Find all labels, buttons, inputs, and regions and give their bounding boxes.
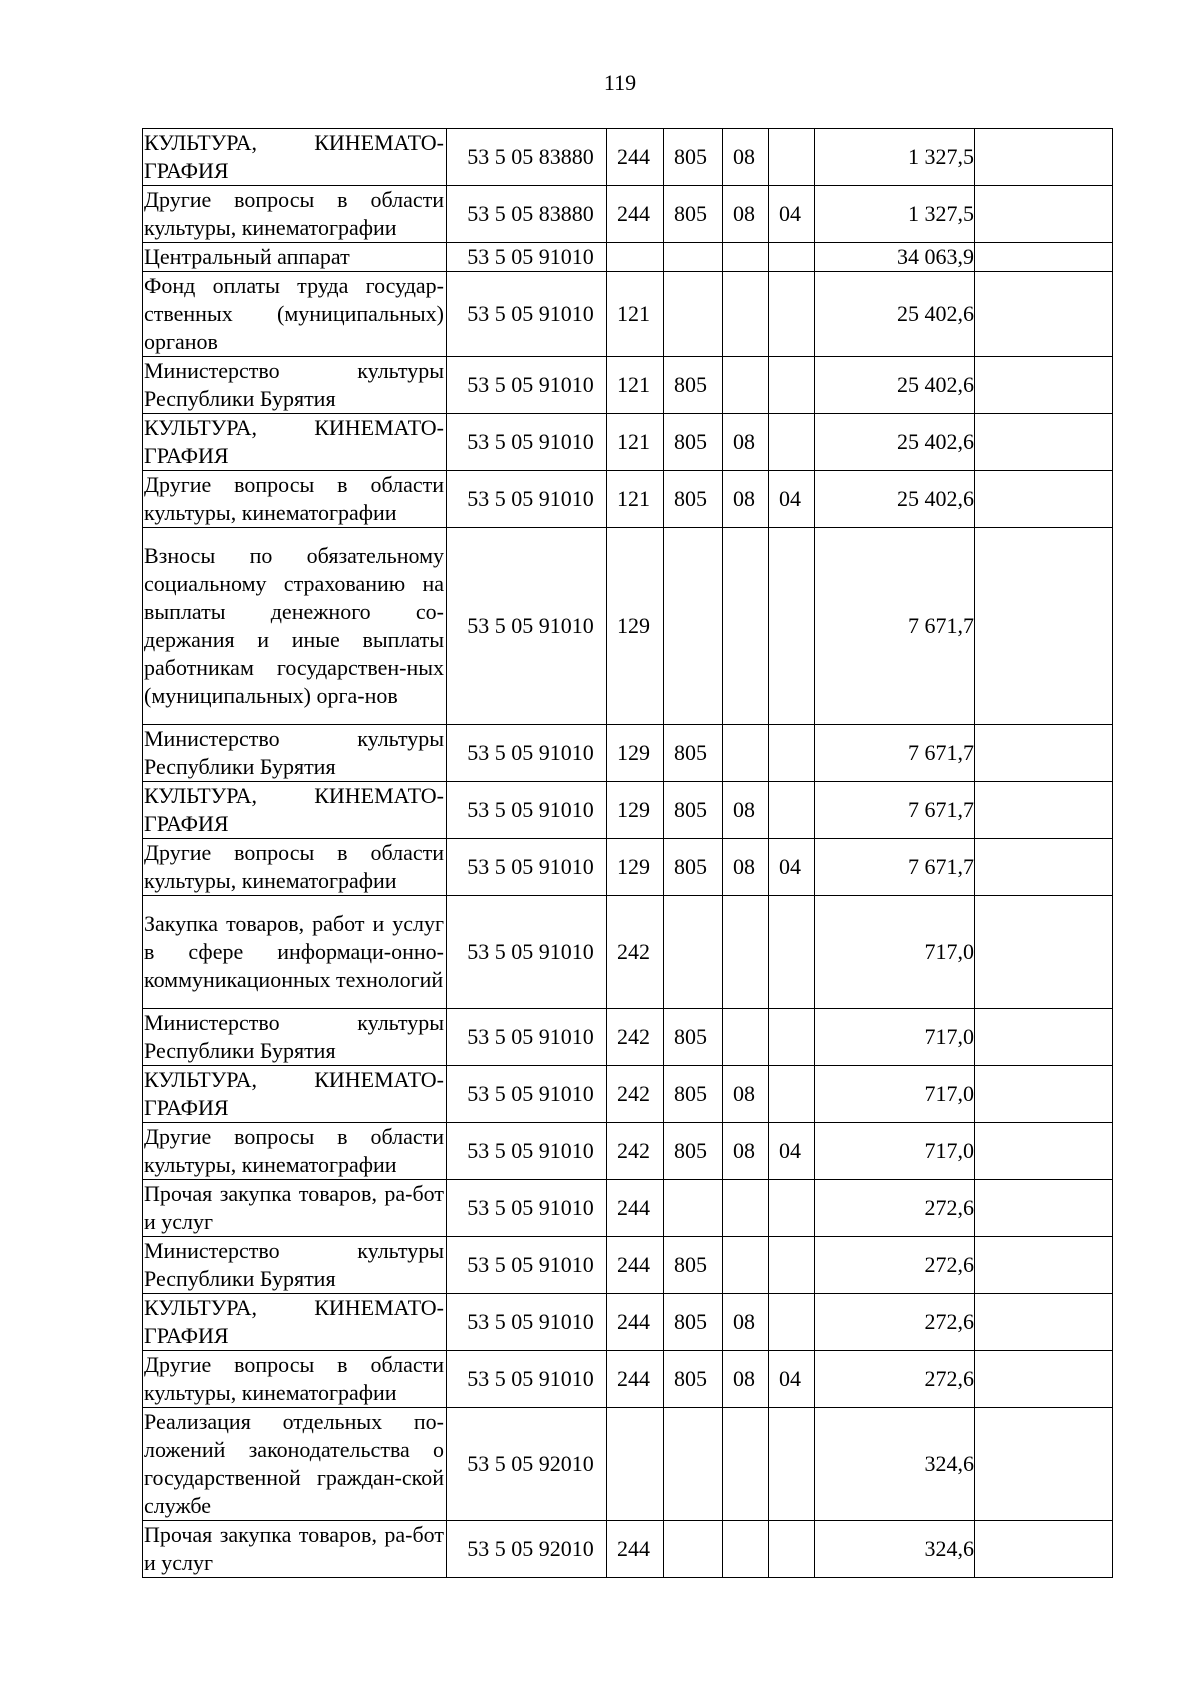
cell-pr: 04 <box>769 839 815 896</box>
cell-rz: 08 <box>723 1351 769 1408</box>
table-row <box>143 1066 1113 1123</box>
cell-pr: 04 <box>769 186 815 243</box>
cell-code: 53 5 05 91010 <box>447 528 607 725</box>
cell-grbs: 805 <box>664 1009 723 1066</box>
table-body <box>143 129 1113 1578</box>
cell-vr: 121 <box>607 357 664 414</box>
cell-extra <box>975 528 1113 725</box>
cell-vr: 244 <box>607 1294 664 1351</box>
cell-vr: 244 <box>607 1237 664 1294</box>
cell-pr: 04 <box>769 471 815 528</box>
cell-code: 53 5 05 91010 <box>447 1294 607 1351</box>
cell-rz: 08 <box>723 129 769 186</box>
cell-code: 53 5 05 91010 <box>447 1066 607 1123</box>
cell-code: 53 5 05 91010 <box>447 414 607 471</box>
cell-extra <box>975 357 1113 414</box>
cell-pr <box>769 1237 815 1294</box>
cell-pr <box>769 896 815 1009</box>
cell-name: Министерство культуры Республики Бурятия <box>143 357 447 414</box>
cell-name: Центральный аппарат <box>143 243 447 272</box>
cell-grbs: 805 <box>664 186 723 243</box>
cell-sum: 7 671,7 <box>815 528 975 725</box>
cell-extra <box>975 1408 1113 1521</box>
cell-grbs <box>664 1521 723 1578</box>
cell-extra <box>975 272 1113 357</box>
cell-vr: 244 <box>607 1180 664 1237</box>
cell-vr: 121 <box>607 471 664 528</box>
cell-extra <box>975 1123 1113 1180</box>
cell-name: Закупка товаров, работ и услуг в сфере информаци-онно-коммуникационных технологий <box>143 896 447 1009</box>
cell-sum: 25 402,6 <box>815 357 975 414</box>
cell-grbs: 805 <box>664 1351 723 1408</box>
cell-grbs: 805 <box>664 839 723 896</box>
table-row <box>143 471 1113 528</box>
cell-sum: 717,0 <box>815 1066 975 1123</box>
cell-pr <box>769 1066 815 1123</box>
cell-name: Другие вопросы в области культуры, кинематографии <box>143 1351 447 1408</box>
table-row <box>143 243 1113 272</box>
cell-sum: 717,0 <box>815 896 975 1009</box>
cell-grbs <box>664 272 723 357</box>
cell-sum: 1 327,5 <box>815 129 975 186</box>
cell-sum: 272,6 <box>815 1237 975 1294</box>
cell-code: 53 5 05 92010 <box>447 1408 607 1521</box>
cell-grbs: 805 <box>664 129 723 186</box>
cell-grbs <box>664 528 723 725</box>
cell-code: 53 5 05 91010 <box>447 1180 607 1237</box>
cell-rz <box>723 896 769 1009</box>
cell-extra <box>975 839 1113 896</box>
cell-pr: 04 <box>769 1123 815 1180</box>
cell-rz <box>723 272 769 357</box>
cell-grbs: 805 <box>664 471 723 528</box>
cell-grbs: 805 <box>664 1294 723 1351</box>
cell-code: 53 5 05 91010 <box>447 272 607 357</box>
cell-grbs: 805 <box>664 782 723 839</box>
table-row <box>143 1521 1113 1578</box>
table-row <box>143 1237 1113 1294</box>
cell-rz <box>723 1009 769 1066</box>
cell-extra <box>975 186 1113 243</box>
cell-pr <box>769 243 815 272</box>
cell-code: 53 5 05 91010 <box>447 896 607 1009</box>
table-row <box>143 528 1113 725</box>
table-row <box>143 1294 1113 1351</box>
cell-extra <box>975 782 1113 839</box>
cell-sum: 7 671,7 <box>815 782 975 839</box>
cell-rz <box>723 1237 769 1294</box>
cell-vr: 129 <box>607 839 664 896</box>
cell-name: Министерство культуры Республики Бурятия <box>143 1009 447 1066</box>
cell-code: 53 5 05 91010 <box>447 357 607 414</box>
cell-extra <box>975 129 1113 186</box>
cell-name: КУЛЬТУРА, КИНЕМАТО-ГРАФИЯ <box>143 129 447 186</box>
cell-rz <box>723 243 769 272</box>
cell-pr <box>769 357 815 414</box>
cell-name: Другие вопросы в области культуры, кинематографии <box>143 839 447 896</box>
cell-sum: 324,6 <box>815 1521 975 1578</box>
table-row <box>143 839 1113 896</box>
cell-rz <box>723 357 769 414</box>
cell-code: 53 5 05 91010 <box>447 1237 607 1294</box>
cell-rz: 08 <box>723 1123 769 1180</box>
cell-code: 53 5 05 91010 <box>447 471 607 528</box>
cell-vr: 242 <box>607 1009 664 1066</box>
budget-table <box>142 128 1113 1578</box>
cell-code: 53 5 05 91010 <box>447 1123 607 1180</box>
cell-rz <box>723 1521 769 1578</box>
cell-name: КУЛЬТУРА, КИНЕМАТО-ГРАФИЯ <box>143 414 447 471</box>
table-row <box>143 357 1113 414</box>
cell-name: Министерство культуры Республики Бурятия <box>143 1237 447 1294</box>
table-row <box>143 1351 1113 1408</box>
cell-name: Министерство культуры Республики Бурятия <box>143 725 447 782</box>
cell-pr <box>769 414 815 471</box>
cell-name: Прочая закупка товаров, ра-бот и услуг <box>143 1521 447 1578</box>
cell-rz: 08 <box>723 839 769 896</box>
table-row <box>143 1123 1113 1180</box>
cell-vr: 244 <box>607 129 664 186</box>
cell-extra <box>975 1294 1113 1351</box>
cell-code: 53 5 05 83880 <box>447 186 607 243</box>
cell-vr: 242 <box>607 1123 664 1180</box>
cell-extra <box>975 414 1113 471</box>
cell-name: Фонд оплаты труда государ-ственных (муниципальных) органов <box>143 272 447 357</box>
cell-sum: 7 671,7 <box>815 725 975 782</box>
cell-grbs <box>664 243 723 272</box>
cell-extra <box>975 1521 1113 1578</box>
cell-name: КУЛЬТУРА, КИНЕМАТО-ГРАФИЯ <box>143 1066 447 1123</box>
cell-name: Прочая закупка товаров, ра-бот и услуг <box>143 1180 447 1237</box>
cell-vr <box>607 243 664 272</box>
cell-pr <box>769 272 815 357</box>
table-row <box>143 782 1113 839</box>
cell-vr <box>607 1408 664 1521</box>
cell-sum: 7 671,7 <box>815 839 975 896</box>
cell-rz: 08 <box>723 782 769 839</box>
cell-code: 53 5 05 91010 <box>447 243 607 272</box>
cell-sum: 324,6 <box>815 1408 975 1521</box>
cell-vr: 129 <box>607 725 664 782</box>
cell-sum: 717,0 <box>815 1009 975 1066</box>
cell-code: 53 5 05 91010 <box>447 1351 607 1408</box>
cell-extra <box>975 243 1113 272</box>
cell-extra <box>975 1351 1113 1408</box>
cell-grbs: 805 <box>664 1123 723 1180</box>
table-row <box>143 1408 1113 1521</box>
cell-grbs <box>664 896 723 1009</box>
cell-code: 53 5 05 91010 <box>447 1009 607 1066</box>
cell-sum: 34 063,9 <box>815 243 975 272</box>
cell-extra <box>975 471 1113 528</box>
cell-vr: 242 <box>607 1066 664 1123</box>
cell-name: Другие вопросы в области культуры, кинематографии <box>143 186 447 243</box>
cell-vr: 244 <box>607 1521 664 1578</box>
cell-sum: 272,6 <box>815 1180 975 1237</box>
table-row <box>143 1009 1113 1066</box>
cell-name: КУЛЬТУРА, КИНЕМАТО-ГРАФИЯ <box>143 1294 447 1351</box>
cell-rz <box>723 528 769 725</box>
cell-rz <box>723 1408 769 1521</box>
cell-vr: 244 <box>607 1351 664 1408</box>
cell-sum: 25 402,6 <box>815 471 975 528</box>
cell-code: 53 5 05 91010 <box>447 782 607 839</box>
cell-vr: 121 <box>607 272 664 357</box>
cell-name: Взносы по обязательному социальному страхованию на выплаты денежного со-держания и иные выплаты работникам государствен-ных (муниципальных) орга-нов <box>143 528 447 725</box>
cell-grbs <box>664 1180 723 1237</box>
cell-pr <box>769 1408 815 1521</box>
table-row <box>143 414 1113 471</box>
cell-sum: 1 327,5 <box>815 186 975 243</box>
cell-pr <box>769 1521 815 1578</box>
table-row <box>143 272 1113 357</box>
table-row <box>143 1180 1113 1237</box>
cell-name: Другие вопросы в области культуры, кинематографии <box>143 1123 447 1180</box>
cell-grbs: 805 <box>664 414 723 471</box>
cell-rz <box>723 1180 769 1237</box>
cell-vr: 121 <box>607 414 664 471</box>
cell-pr <box>769 782 815 839</box>
cell-pr <box>769 129 815 186</box>
cell-extra <box>975 1180 1113 1237</box>
cell-vr: 129 <box>607 528 664 725</box>
cell-vr: 242 <box>607 896 664 1009</box>
table-row <box>143 725 1113 782</box>
cell-rz <box>723 725 769 782</box>
cell-extra <box>975 1009 1113 1066</box>
cell-grbs: 805 <box>664 357 723 414</box>
cell-rz: 08 <box>723 1066 769 1123</box>
cell-rz: 08 <box>723 186 769 243</box>
cell-grbs: 805 <box>664 1237 723 1294</box>
cell-code: 53 5 05 91010 <box>447 725 607 782</box>
cell-sum: 272,6 <box>815 1351 975 1408</box>
table-row <box>143 896 1113 1009</box>
cell-sum: 272,6 <box>815 1294 975 1351</box>
cell-code: 53 5 05 92010 <box>447 1521 607 1578</box>
cell-name: КУЛЬТУРА, КИНЕМАТО-ГРАФИЯ <box>143 782 447 839</box>
cell-grbs: 805 <box>664 1066 723 1123</box>
cell-pr <box>769 1180 815 1237</box>
table-row <box>143 129 1113 186</box>
cell-vr: 129 <box>607 782 664 839</box>
cell-rz: 08 <box>723 471 769 528</box>
cell-pr: 04 <box>769 1351 815 1408</box>
cell-pr <box>769 725 815 782</box>
cell-pr <box>769 1294 815 1351</box>
cell-grbs <box>664 1408 723 1521</box>
cell-sum: 25 402,6 <box>815 414 975 471</box>
cell-code: 53 5 05 91010 <box>447 839 607 896</box>
page-number: 119 <box>603 70 637 95</box>
cell-sum: 717,0 <box>815 1123 975 1180</box>
cell-name: Реализация отдельных по-ложений законодательства о государственной граждан-ской службе <box>143 1408 447 1521</box>
cell-extra <box>975 896 1113 1009</box>
table-row <box>143 186 1113 243</box>
cell-extra <box>975 1237 1113 1294</box>
cell-grbs: 805 <box>664 725 723 782</box>
cell-extra <box>975 725 1113 782</box>
cell-vr: 244 <box>607 186 664 243</box>
cell-rz: 08 <box>723 414 769 471</box>
cell-name: Другие вопросы в области культуры, кинематографии <box>143 471 447 528</box>
cell-pr <box>769 528 815 725</box>
cell-rz: 08 <box>723 1294 769 1351</box>
cell-sum: 25 402,6 <box>815 272 975 357</box>
cell-pr <box>769 1009 815 1066</box>
cell-code: 53 5 05 83880 <box>447 129 607 186</box>
cell-extra <box>975 1066 1113 1123</box>
